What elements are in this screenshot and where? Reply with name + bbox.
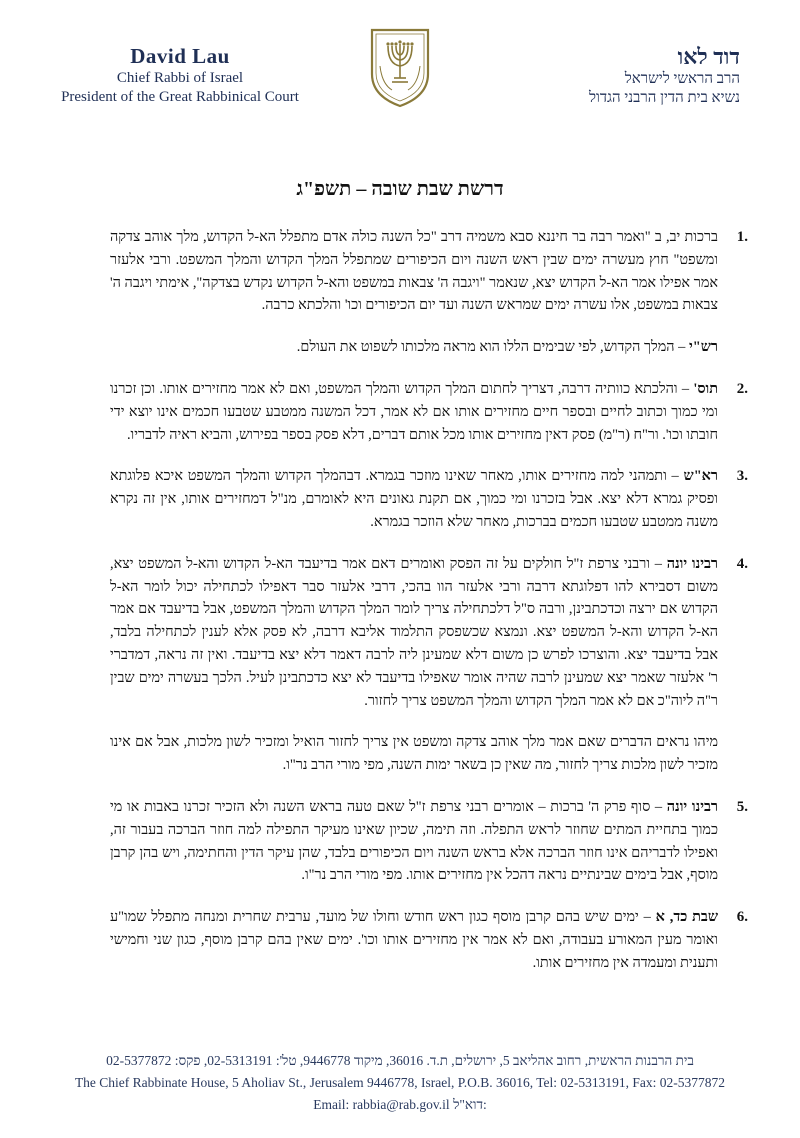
letterhead-he-title: הרב הראשי לישראל [624,71,740,87]
item-number: 5. [736,798,748,815]
letterhead-he-name: דוד לאו [677,44,740,69]
item-lead: תוס' [693,380,718,397]
item-lead: רבינו יונה [666,555,718,572]
document-body [110,226,748,994]
continuation-paragraph: מיהו נראים הדברים שאם אמר מלך אוהב צדקה ומשפט אין צריך לחזור הואיל ומזכיר לשון מלכות, אבל אם אינו מזכיר לשון מלכות צריך לחזור, מה שאין כן בשאר ימות השנה, מפי מורי הרב נר"ו. [110,734,718,774]
item-text: – ימים שיש בהם קרבן מוסף כגון ראש חודש וחולו של מועד, ערבית שחרית ומנחה מתפלל שמו"ע ואומר מעין המאורע בעבודה, ואם לא אמר אין מחזירים אותו וכו'. ימים שאין בהם קרבן מוסף, כגון שני וחמישי ותענית ומעמדה אין מחזירים אותו. [110,909,718,971]
item-number: 2. [736,380,748,397]
item-number: 1. [736,229,748,245]
footer-email [50,1094,750,1116]
item-text: – סוף פרק ה' ברכות – אומרים רבני צרפת ז"ל שאם טעה בראש השנה ולא הזכיר זכרנו באבות או מי כמוך בתחיית המתים שחוזר לראש התפלה. וזה תימה, שכיון שאינו מעיקר התפילה למה חוזר הברכה בעבור זה, ואפילו לדבריהם אינו חוזר הברכה אלא בראש השנה ויום הכיפורים בלבד, שהן עיקר הדין והחתימה, ויש בהן קרבן מוסף, אבל בימים שבינתיים נראה דהכל אין מחזירים אותו. מפי מורי הרב נר"ו. [110,798,718,884]
footer-email-address: Email: rabbia@rab.gov.il [313,1097,450,1112]
paragraph-lead: רש"י [688,339,718,356]
numbered-item [110,378,748,446]
numbered-item [110,465,748,533]
item-text: – והלכתא כוותיה דרבה, דצריך לחתום המלך הקדוש והמלך המשפט, ואם לא אמר מחזירים אותו. וכן זכרנו ומי כמוך וכתוב לחיים ובספר חיים מחזירים אותו אם לא אמר, דכל המשנה ממטבע שטבעו חכמים אינו יוצא ידי חובתו וכו'. ור"ח (ר"מ) פסק דאין מחזירים אותו מכל אותם דברים, דלא פסק בספר בפירוש, והביא ראיה לדבריו. [110,380,718,443]
letterhead-he-subtitle: נשיא בית הדין הרבני הגדול [588,90,740,106]
numbered-item [110,553,748,713]
item-text: – ורבני צרפת ז"ל חולקים על זה הפסק ואומרים דאם אמר בדיעבד הא-ל הקדוש והא-ל המשפט יצא, משום דסבירא להו דפלוגתא דרבה ורבי אלעזר הוו בהכי, דרבי אלעזר סבר דאפילו לכתחילה יכול לומר הא-ל הקדוש אם ירצה וכדכתבינן, ורבה ס"ל דלכתחילה צריך לומר המלך הקדוש והמלך המשפט, אבל בדיעבד אם אמר הא-ל הקדוש והא-ל המשפט יצא. ונמצא שכשפסק התלמוד אליבא דרבה, לא פסק אלא לענין לכתחילה בלבד, אבל בדיעבד יצא. והוצרכו לפרש כן משום דלא שמעינן ליה לרבה דאמר דלא יצא בדיעבד. ואין זה נראה, דמדברי ר' אלעזר שאמר יצא שמעינן לרבה שהיה אומר שאפילו בדיעבד לא יצא כדכתבינן לעיל. הלכך בעשרה ימים שבין ר"ה ליוה"כ אם לא אמר המלך הקדוש והמלך המשפט צריך לחזור. [110,555,718,709]
footer-english-address: The Chief Rabbinate House, 5 Aholiav St., Jerusalem 9446778, Israel, P.O.B. 36016, Tel: 02-5313191, Fax: 02-5377872 [74,1075,726,1090]
footer-hebrew-address: בית הרבנות הראשית, רחוב אהליאב 5, ירושלים, ת.ד. 36016, מיקוד 9446778, טל': 02-5313191, פקס: 02-5377872 [106,1053,694,1068]
footer-email-label-he: דוא"ל: [453,1097,487,1112]
numbered-item [110,796,748,887]
menorah-emblem-icon [366,26,434,110]
document-title: דרשת שבת שובה – תשפ"ג [296,178,504,200]
paragraph-text: – המלך הקדוש, לפי שבימים הללו הוא מראה מלכותו לשפוט את העולם. [296,339,689,356]
item-lead: רא"ש [683,468,718,485]
item-number: 3. [736,468,748,485]
item-number: 6. [736,909,748,926]
letterhead-en-subtitle: President of the Great Rabbinical Court [61,89,299,105]
item-number: 4. [736,555,748,572]
numbered-item [110,226,748,317]
numbered-item [110,906,748,974]
rashi-paragraph [110,336,718,359]
item-lead: רבינו יונה [666,798,718,815]
letterhead-en-title: Chief Rabbi of Israel [116,70,244,86]
item-text: ברכות יב, ב "ואמר רבה בר חיננא סבא משמיה דרב "כל השנה כולה אדם מתפלל הא-ל הקדוש, מלך אוהב צדקה ומשפט" חוץ מעשרה ימים שבין ראש השנה ויום הכיפורים שמתפלל המלך הקדוש והמלך המשפט. ורבי אלעזר אמר אפילו אמר הא-ל הקדוש יצא, שנאמר "ויגבה ה' צבאות במשפט והא-ל הקדוש נקדש בצדקה", אימתי ויגבה ה' צבאות במשפט, אלו עשרה ימים שמראש השנה ועד יום הכיפורים וכו' והלכתא כרבה. [110,229,718,314]
letterhead-hebrew [480,44,740,108]
letterhead-english [60,44,300,107]
letterhead-footer [50,1050,750,1116]
item-lead: שבת כד, א [655,909,719,926]
letterhead-en-name: David Lau [130,44,230,68]
item-text: – ותמהני למה מחזירים אותו, מאחר שאינו מוזכר בגמרא. דבהמלך הקדוש והמלך המשפט איכא פלוגתא ופסיק גמרא דלא יצא. אבל בזכרנו ומי כמוך, אם תקנת גאונים היא לאומרם, מנ"ל דמחזירים אותו, אין זה נקרא משנה ממטבע שטבעו חכמים בברכות, מאחר שלא הוזכר בגמרא. [110,468,718,530]
